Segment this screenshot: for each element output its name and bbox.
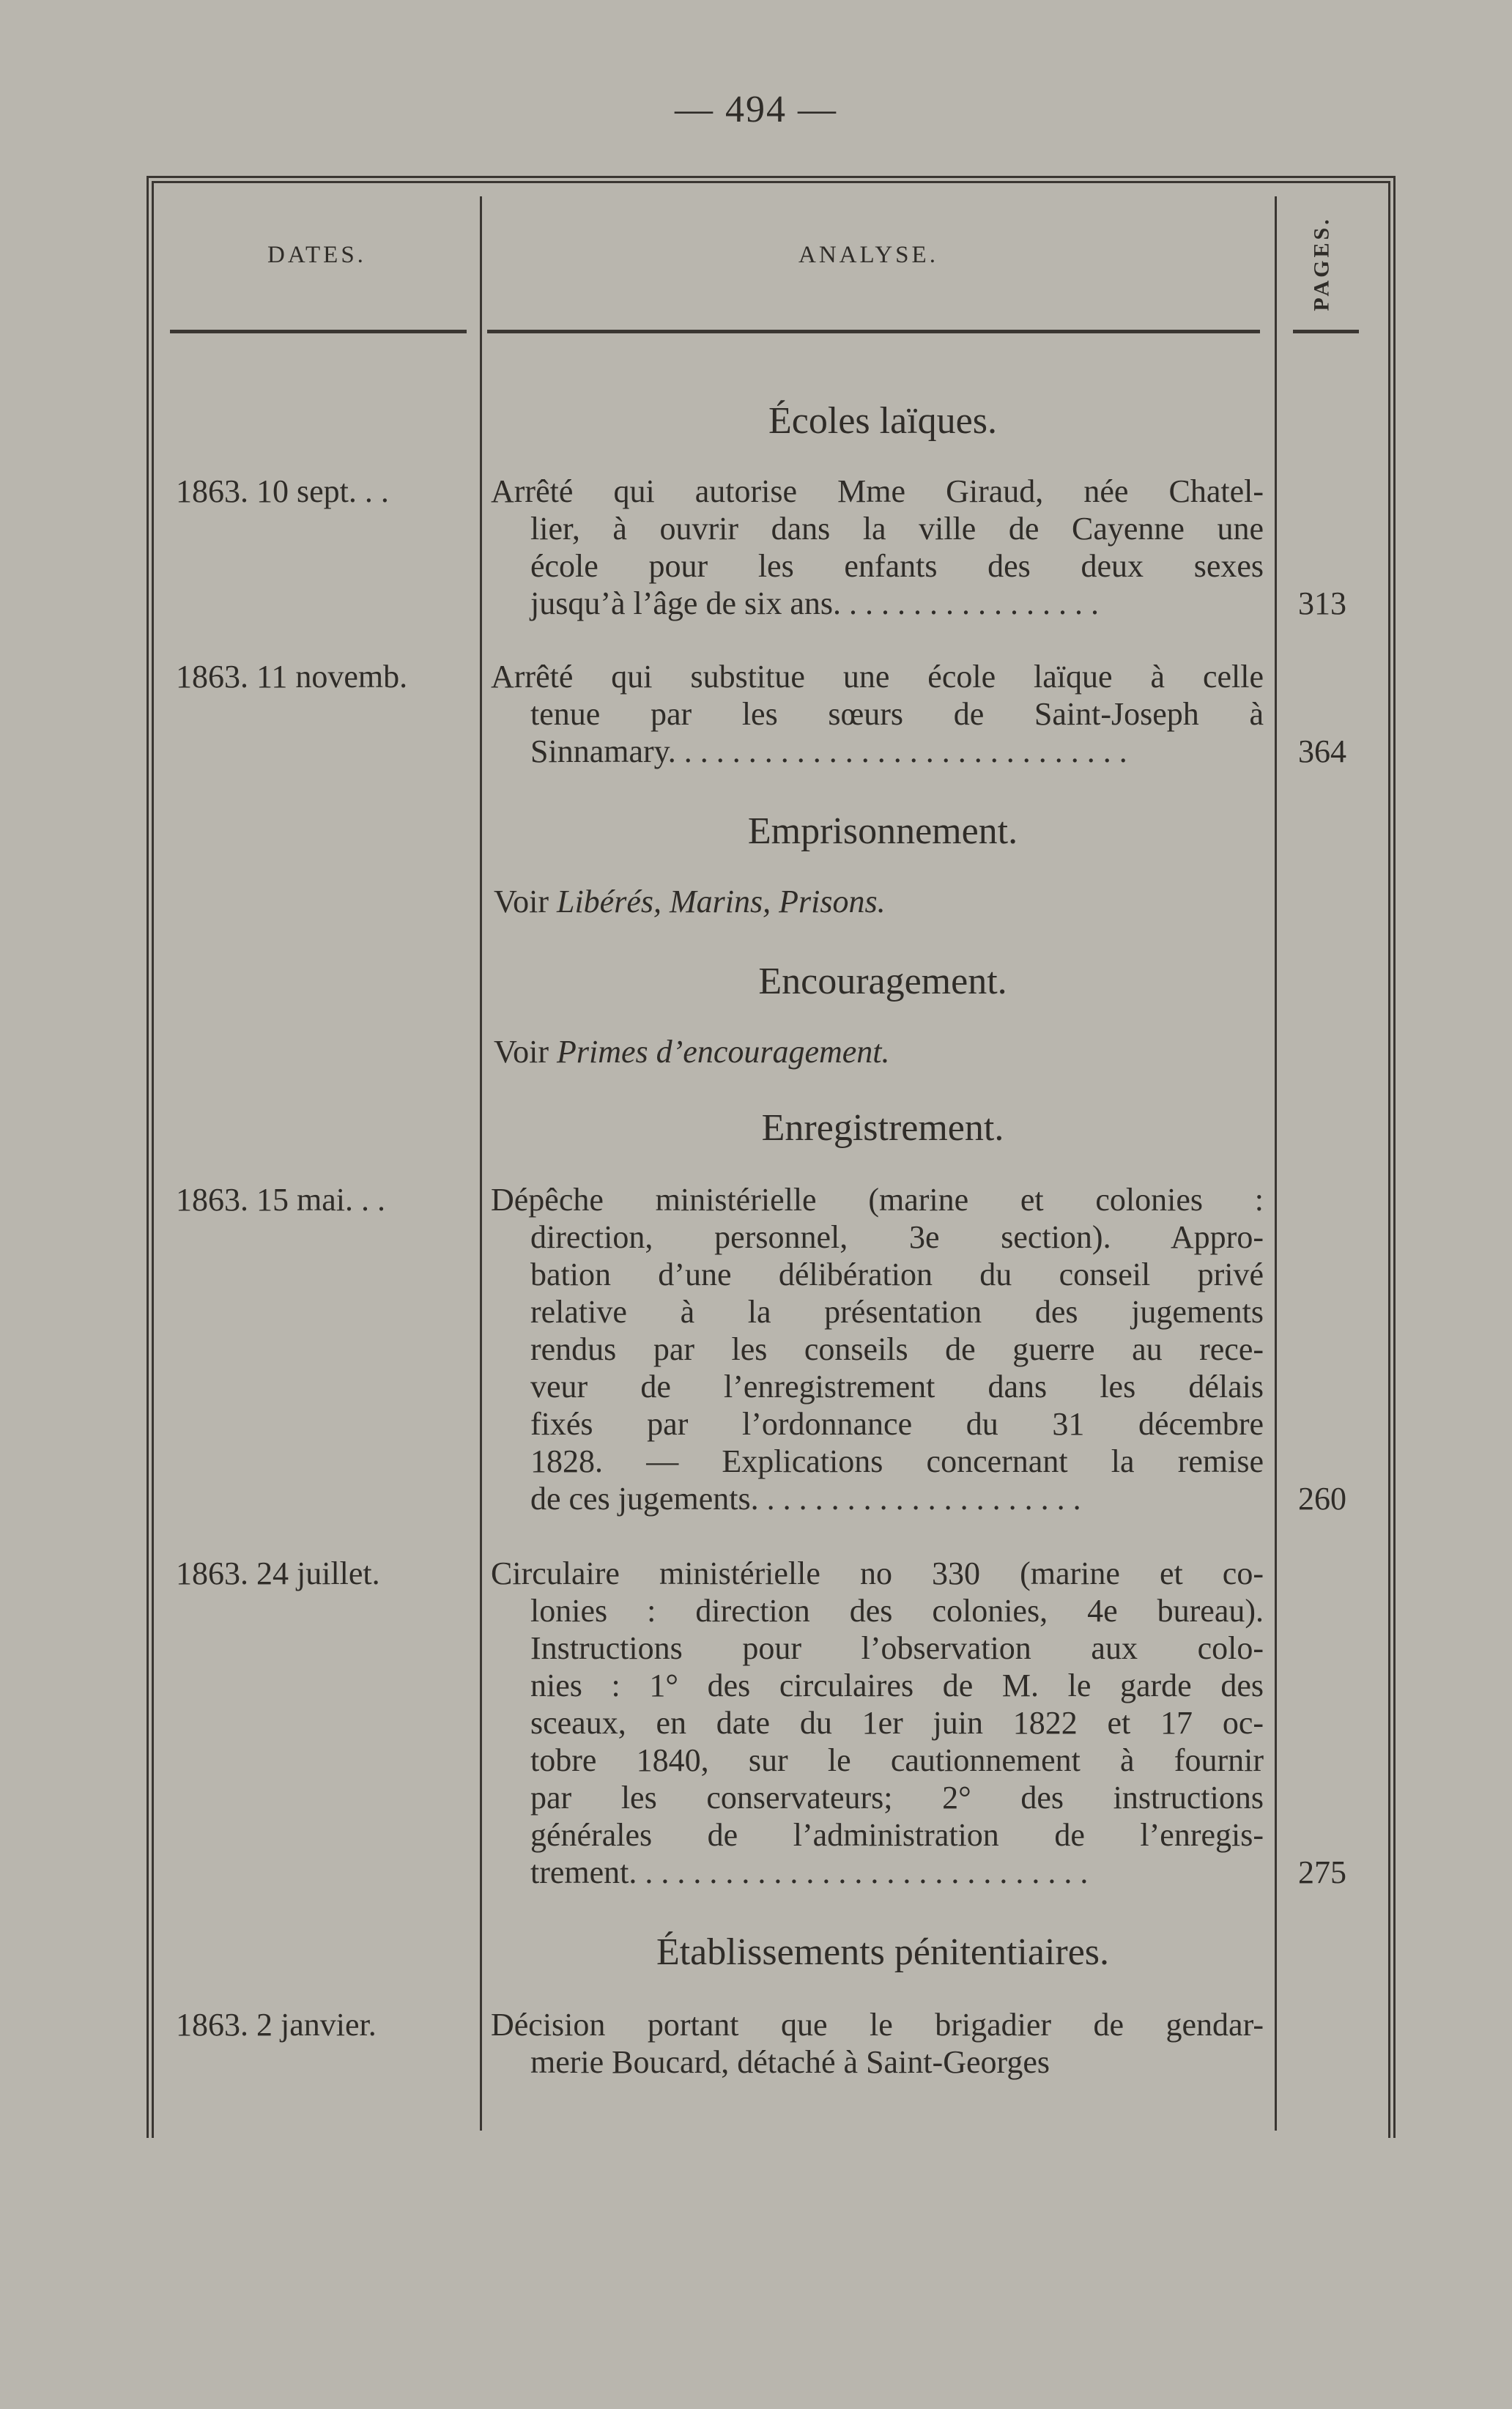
entry-date: 1863. 24 juillet.: [176, 1555, 380, 1591]
header-analyse: ANALYSE.: [798, 242, 938, 268]
entry-analysis: Circulaire ministérielle no 330 (marine et co- lonies : direction des colonies, 4e bureau). Instructions pour l’observation aux colo- nies : 1° des circulaires de M. le garde des sceaux, en date du 1er juin 1822 et 17 oc- tobre 1840, sur le cautionnement à fournir par les conservateurs; 2° des instructions générales de l’administration de l’enregis- trement. . . . . . . . . . . . . . . . . . . . . . . . . . . . .: [491, 1555, 1264, 1890]
entry-page: 364: [1298, 733, 1346, 769]
entry-page: 313: [1298, 585, 1346, 621]
header-rule-dates: [170, 330, 467, 333]
entry-date: 1863. 2 janvier.: [176, 2007, 377, 2043]
header-dates: DATES.: [267, 242, 366, 268]
entry-page: 260: [1298, 1481, 1346, 1517]
section-title-etablissements: Établissements pénitentiaires.: [656, 1931, 1110, 1973]
entry-analysis: Arrêté qui substitue une école laïque à celle tenue par les sœurs de Saint-Joseph à Sinnamary. . . . . . . . . . . . . . . . . . . . . . . . . . . . .: [491, 659, 1264, 769]
section-title-emprisonnement: Emprisonnement.: [747, 810, 1018, 852]
column-divider-pages: [1275, 196, 1277, 2131]
section-title-ecoles: Écoles laïques.: [768, 400, 997, 442]
entry-date: 1863. 11 novemb.: [176, 659, 408, 695]
entry-analysis: Dépêche ministérielle (marine et colonies : direction, personnel, 3e section). Appro- bation d’une délibération du conseil privé relative à la présentation des jugements rendus par les conseils de guerre au rece- veur de l’enregistrement dans les délais fixés par l’ordonnance du 31 décembre 1828. — Explications concernant la remise de ces jugements. . . . . . . . . . . . . . . . . . . . .: [491, 1182, 1264, 1517]
entry-page: 275: [1298, 1854, 1346, 1890]
see-also: Voir Primes d’encouragement.: [494, 1034, 890, 1070]
entry-analysis: Décision portant que le brigadier de gendar- merie Boucard, détaché à Saint-Georges: [491, 2007, 1264, 2080]
entry-date: 1863. 10 sept. . .: [176, 473, 389, 509]
header-rule-pages: [1293, 330, 1359, 333]
page-number: — 494 —: [675, 89, 837, 130]
entry-date: 1863. 15 mai. . .: [176, 1182, 385, 1218]
header-pages: PAGES.: [1310, 216, 1335, 311]
see-also: Voir Libérés, Marins, Prisons.: [494, 884, 886, 919]
section-title-encouragement: Encouragement.: [758, 961, 1007, 1002]
entry-analysis: Arrêté qui autorise Mme Giraud, née Chatel- lier, à ouvrir dans la ville de Cayenne une école pour les enfants des deux sexes jusqu’à l’âge de six ans. . . . . . . . . . . . . . . . .: [491, 473, 1264, 621]
section-title-enregistrement: Enregistrement.: [761, 1107, 1004, 1149]
column-divider-dates: [480, 196, 482, 2131]
header-rule-analyse: [487, 330, 1260, 333]
